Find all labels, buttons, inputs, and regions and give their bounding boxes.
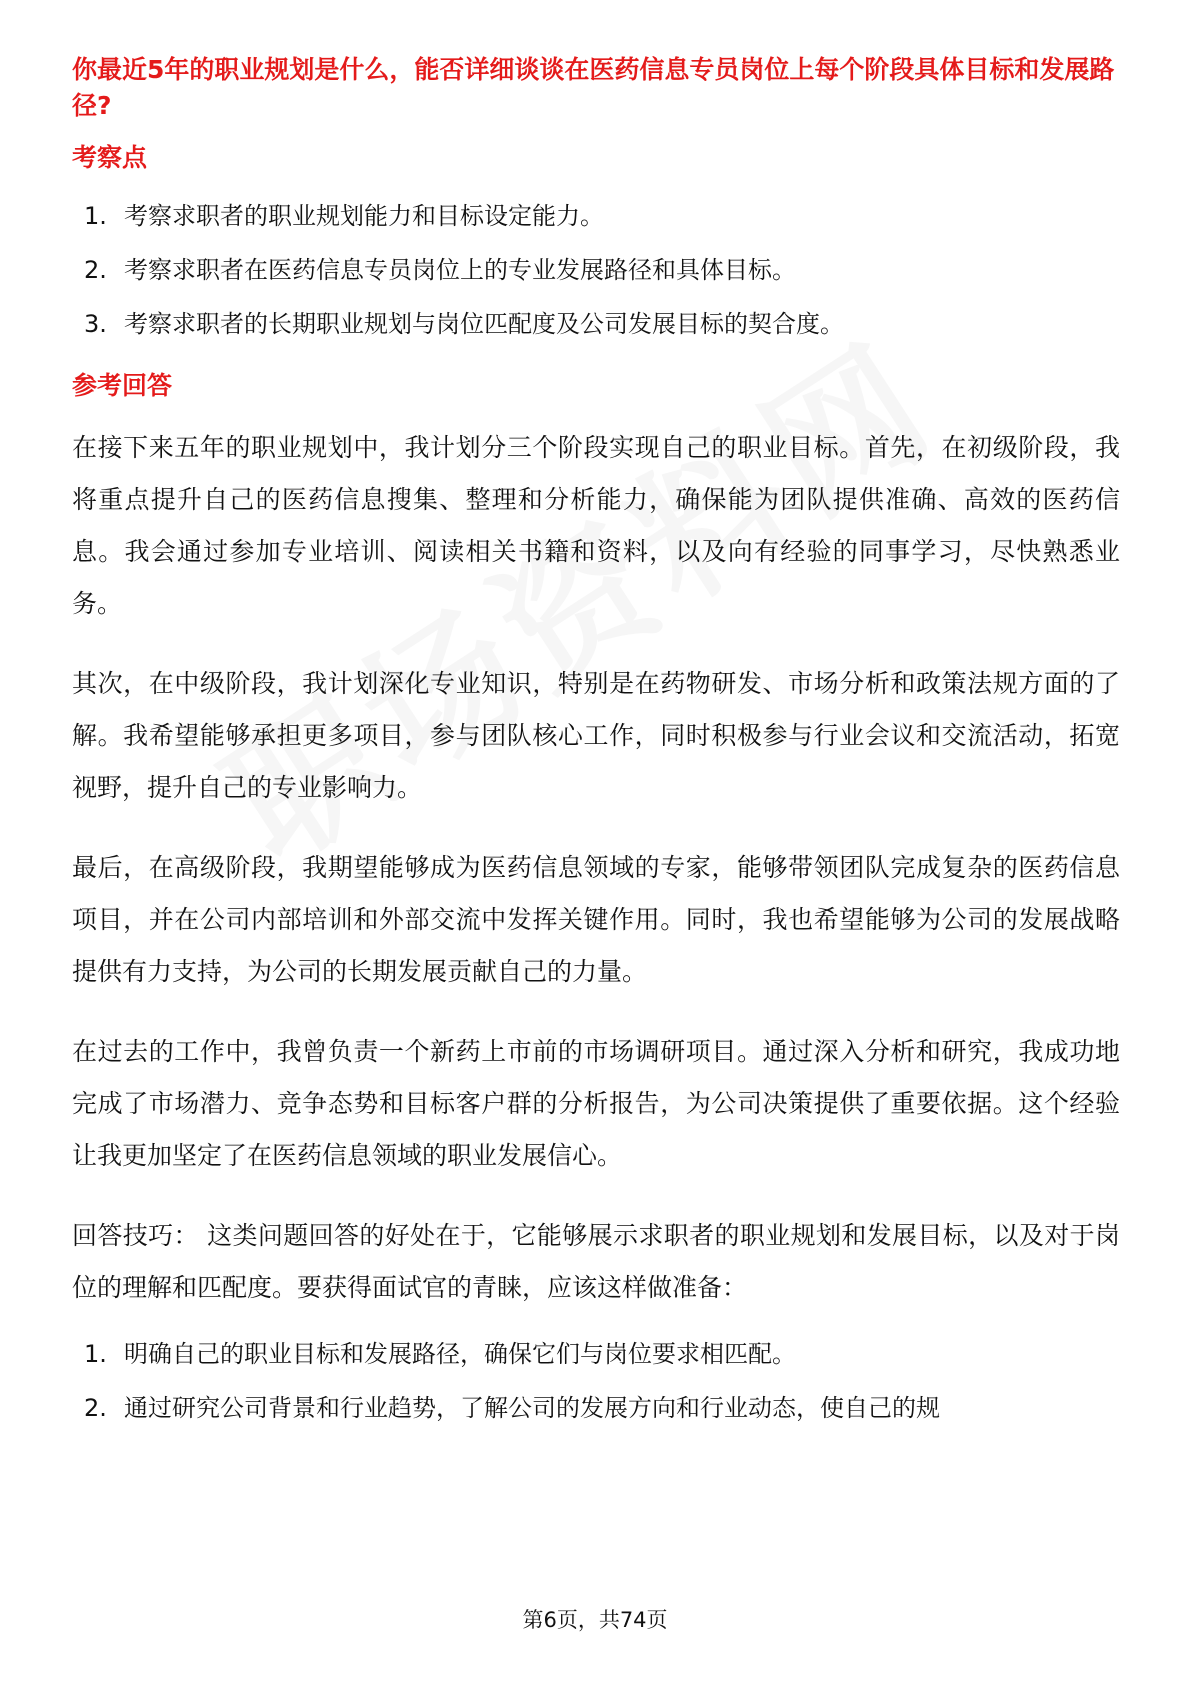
kaocha-list xyxy=(72,198,1120,342)
list-item xyxy=(72,1336,1120,1372)
list-number: 2. xyxy=(84,256,107,284)
answer-paragraph-2: 其次，在中级阶段，我计划深化专业知识，特别是在药物研发、市场分析和政策法规方面的了解。我希望能够承担更多项目，参与团队核心工作，同时积极参与行业会议和交流活动，拓宽视野，提升自己的专业影响力。 xyxy=(72,669,1120,802)
list-number: 1. xyxy=(84,1340,107,1368)
list-text: 考察求职者的长期职业规划与岗位匹配度及公司发展目标的契合度。 xyxy=(124,310,844,338)
tips-paragraph: 回答技巧： 这类问题回答的好处在于，它能够展示求职者的职业规划和发展目标，以及对于岗位的理解和匹配度。要获得面试官的青睐，应该这样做准备： xyxy=(72,1221,1120,1302)
document-body xyxy=(72,52,1120,1444)
list-text: 通过研究公司背景和行业趋势，了解公司的发展方向和行业动态，使自己的规 xyxy=(124,1394,940,1422)
list-item xyxy=(72,306,1120,342)
list-text: 考察求职者的职业规划能力和目标设定能力。 xyxy=(124,202,604,230)
section-title-cankao: 参考回答 xyxy=(72,371,173,400)
list-text: 明确自己的职业目标和发展路径，确保它们与岗位要求相匹配。 xyxy=(124,1340,796,1368)
question-heading: 你最近5年的职业规划是什么，能否详细谈谈在医药信息专员岗位上每个阶段具体目标和发展路径? xyxy=(72,55,1115,120)
list-item xyxy=(72,198,1120,234)
list-number: 3. xyxy=(84,310,107,338)
section-title-kaocha: 考察点 xyxy=(72,143,148,172)
list-item xyxy=(72,252,1120,288)
page-footer: 第6页，共74页 xyxy=(522,1608,668,1632)
answer-paragraph-3: 最后，在高级阶段，我期望能够成为医药信息领域的专家，能够带领团队完成复杂的医药信息项目，并在公司内部培训和外部交流中发挥关键作用。同时，我也希望能够为公司的发展战略提供有力支持，为公司的长期发展贡献自己的力量。 xyxy=(72,853,1120,986)
list-number: 2. xyxy=(84,1394,107,1422)
answer-paragraph-4: 在过去的工作中，我曾负责一个新药上市前的市场调研项目。通过深入分析和研究，我成功地完成了市场潜力、竞争态势和目标客户群的分析报告，为公司决策提供了重要依据。这个经验让我更加坚定了在医药信息领域的职业发展信心。 xyxy=(72,1037,1120,1170)
answer-paragraph-1: 在接下来五年的职业规划中，我计划分三个阶段实现自己的职业目标。首先，在初级阶段，我将重点提升自己的医药信息搜集、整理和分析能力，确保能为团队提供准确、高效的医药信息。我会通过参加专业培训、阅读相关书籍和资料，以及向有经验的同事学习，尽快熟悉业务。 xyxy=(72,433,1120,618)
list-number: 1. xyxy=(84,202,107,230)
tips-list xyxy=(72,1336,1120,1426)
list-item xyxy=(72,1390,1120,1426)
list-text: 考察求职者在医药信息专员岗位上的专业发展路径和具体目标。 xyxy=(124,256,796,284)
